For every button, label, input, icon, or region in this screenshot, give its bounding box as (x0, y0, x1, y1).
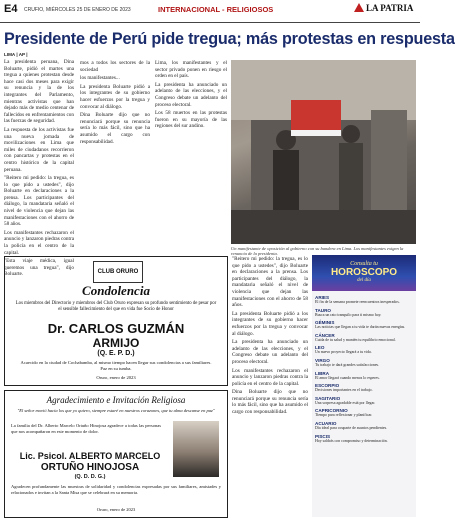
protest-photo (231, 60, 416, 244)
thanks-notice (4, 390, 228, 518)
horoscope-banner (312, 255, 416, 291)
thanks-date: Oruro, enero de 2023 (96, 507, 136, 512)
article-column-2 (80, 60, 150, 250)
sign-text: Un nuevo proyecto llegará a tu vida. (315, 350, 372, 355)
condolence-title: Condolencia (82, 283, 150, 298)
article-paragraph: Los 58 muertos en las protestas fueron en su mayoría de las regiones del sur andino. (155, 110, 227, 130)
horoscope-title-block (316, 261, 412, 283)
article-paragraph: Los manifestantes rechazaron el anuncio y lanzaron piedras contra la policía en el centro de la capital. (4, 229, 75, 256)
sign-text: Decisiones importantes en el trabajo. (315, 388, 373, 393)
sign-text: Una sorpresa agradable está por llegar. (315, 400, 376, 405)
sign-text: El amor llegará cuando menos lo esperes. (315, 375, 380, 380)
article-paragraph: Los manifestantes rechazaron el anuncio y lanzaron piedras contra la policía en el centro de la capital. (232, 367, 308, 387)
horoscope-panel (312, 255, 416, 517)
logo-triangle-icon (354, 3, 364, 12)
page-number: E4 (4, 3, 18, 15)
condolence-intro: Los miembros del Directorio y miembros del Club Oruro expresan su profundo sentimiento de pesar por el sensible fallecimiento del que en vida fue Socio de Honor (15, 301, 217, 312)
horoscope-sign (315, 421, 413, 431)
sign-name: ESCORPIO (315, 383, 340, 389)
horoscope-sign (315, 345, 413, 355)
horoscope-sign (315, 408, 413, 418)
horoscope-sign (315, 308, 413, 318)
horoscope-sign (315, 358, 413, 368)
sign-text: Hoy saldrás con compromiso y determinación. (315, 438, 388, 443)
sign-name: GÉMINIS (315, 320, 335, 326)
section-label: INTERNACIONAL - RELIGIOSOS (158, 5, 274, 14)
thanks-name-line2: ORTUÑO HINOJOSA (40, 462, 140, 473)
thanks-closing: Agradecen profundamente las muestras de solidaridad y condolencias expresadas por sus familiares, amistades y relacionados e invitan a la Santa Misa que se celebrará en su memoria. (11, 484, 221, 495)
article-paragraph: Dina Boluarte dijo que no renunciará porque su renuncia sería lo más fácil, sino que ha asumido el cargo con responsabilidad. (80, 112, 150, 145)
article-paragraph: "Reitero mi pedido: la tregua, es lo que pido a ustedes", dijo Boluarte en declaraciones a la prensa. Los participantes del diálogo, la mandataria señaló el nivel de violencia que dejan las manifestaciones con el ahorro de 58 años. (4, 175, 74, 228)
horoscope-sign (315, 383, 413, 393)
article-paragraph: La presidenta ha anunciado un adelanto de las elecciones, y el Congreso debate un adelanto del proceso electoral. (232, 339, 308, 365)
sign-text: Día ideal para ocuparte de asuntos pendientes. (315, 425, 388, 430)
thanks-body: La familia del Dr. Alberto Marcelo Ortuño Hinojosa agradece a todas las personas que nos acompañaron en este momento de dolor. (11, 423, 161, 434)
article-paragraph: "Reitero mi pedido: la tregua, es lo que pido a ustedes", dijo Boluarte en declaraciones a la prensa. Los participantes del diálogo, la mandataria señaló el nivel de violencia que dejan las manifestaciones con el ahorro de 58 años. (232, 256, 308, 309)
horoscope-sign (315, 295, 413, 305)
sign-name: SAGITARIO (315, 395, 341, 401)
article-paragraph: mos a todos los sectores de la sociedad (80, 60, 150, 73)
article-paragraph: La presidenta peruana, Dina Boluarte, pidió el martes una tregua a quienes protestan desde hace casi dos meses para exigir su renuncia y la de los integrantes del Parlamento, mientras activistas que han dejado más de medio centenar de fallecidos en enfrentamientos con las fuerzas de seguridad. (4, 59, 74, 125)
condolence-text: Acaecido en la ciudad de Cochabamba, al mismo tiempo hacen llegar sus condolencias a sus familiares. Paz en su tumba. (20, 360, 212, 371)
deceased-name-line2: ARMIJO (92, 336, 140, 350)
thanks-rip: (Q. D. D. G.) (74, 474, 106, 480)
horoscope-subtitle: del día (357, 278, 371, 283)
sign-text: Cuida de tu salud y mantén tu equilibrio emocional. (315, 337, 396, 342)
horoscope-signs (315, 295, 413, 515)
article-paragraph: Dina Boluarte dijo que no renunciará porque su renuncia sería lo más fácil, sino que ha asumido el cargo con responsabilidad. (232, 389, 308, 416)
horoscope-pre: Consulta tu (350, 261, 378, 267)
sign-name: ARIES (315, 295, 330, 300)
photo-caption: Un manifestante de oposición al gobierno con su bandera en Lima. Los manifestantes exigen la renuncia de la presidenta. (231, 246, 404, 256)
article-paragraph: La presidenta Boluarte pidió a los integrantes de su gobierno hacer esfuerzos por la tregua y convocar al diálogo. (232, 310, 308, 337)
deceased-portrait (173, 421, 219, 477)
deceased-name-line1: Dr. CARLOS GUZMÁN (47, 321, 185, 336)
logo-text: LA PATRIA (366, 3, 414, 13)
newspaper-logo (354, 3, 413, 13)
article-continuation (232, 256, 308, 516)
sign-name: LIBRA (315, 370, 330, 376)
article-paragraph: los manifestantes... (80, 75, 120, 82)
deceased-rip: (Q. E. P. D.) (97, 350, 135, 357)
article-dateline: LIMA | AP | (4, 52, 28, 57)
article-paragraph: La presidenta Boluarte pidió a los integrantes de su gobierno hacer esfuerzos por la tregua y convocar al diálogo. (80, 83, 150, 110)
article-column-1 (4, 52, 75, 278)
issue-dateline: CRUFIO, MIÉRCOLES 25 DE ENERO DE 2023 (24, 7, 131, 13)
article-paragraph: "Esta viaje médica, igual queremos una tregua", dijo Boluarte. (4, 258, 74, 278)
article-paragraph: Lima, los manifestantes y el sector privado ponen en riesgo el orden en el país. (155, 60, 227, 80)
thanks-quote: "El señor movió hacia los que yo quiero, siempre estaré en nuestros corazones, que tu alma descanse en paz" (17, 408, 215, 413)
sign-text: El fin de la semana promete reencuentros inesperados. (315, 300, 400, 304)
protest-photo-image (231, 60, 416, 244)
sign-name: CÁNCER (315, 332, 335, 338)
horoscope-title: HOROSCOPO (330, 267, 398, 278)
article-paragraph: La presidenta ha anunciado un adelanto de las elecciones, y el Congreso debate un adelanto del proceso electoral. (155, 81, 227, 108)
horoscope-sign (315, 396, 413, 406)
sign-name: CAPRICORNIO (315, 408, 348, 414)
sign-name: VIRGO (315, 357, 330, 363)
sign-text: Busca un rato tranquilo para ti mismo hoy. (315, 312, 382, 317)
thanks-name-line1: Lic. Psicol. ALBERTO MARCELO (19, 451, 161, 461)
sign-name: PISCIS (315, 433, 331, 439)
horoscope-sign (315, 371, 413, 381)
sign-name: LEO (315, 345, 325, 351)
sign-name: TAURO (315, 307, 331, 313)
sign-text: Las noticias que llegan a tu vida te darán nuevas energías. (315, 325, 406, 330)
sign-text: Tiempo para reflexionar y planificar. (315, 413, 373, 418)
sign-name: ACUARIO (315, 420, 337, 426)
thanks-title: Agradecimiento e Invitación Religiosa (46, 395, 186, 405)
page-header (0, 0, 420, 23)
club-logo: CLUB ORURO (93, 261, 143, 283)
horoscope-sign (315, 320, 413, 330)
article-paragraph: La respuesta de los activistas fue una nueva jornada de movilizaciones en Lima que miles de ciudadanos recorrieron con pancartas y protestas en el centro histórico de la capital peruana. (4, 126, 74, 173)
article-column-3 (155, 60, 227, 250)
condolence-notice (4, 256, 228, 386)
condolence-date: Oruro, enero de 2023 (96, 375, 136, 380)
horoscope-sign (315, 434, 413, 444)
horoscope-sign (315, 333, 413, 343)
sign-text: Tu trabajo te dará grandes satisfacciones. (315, 362, 380, 367)
article-headline: Presidente de Perú pide tregua; más protestas en respuesta (4, 30, 455, 48)
